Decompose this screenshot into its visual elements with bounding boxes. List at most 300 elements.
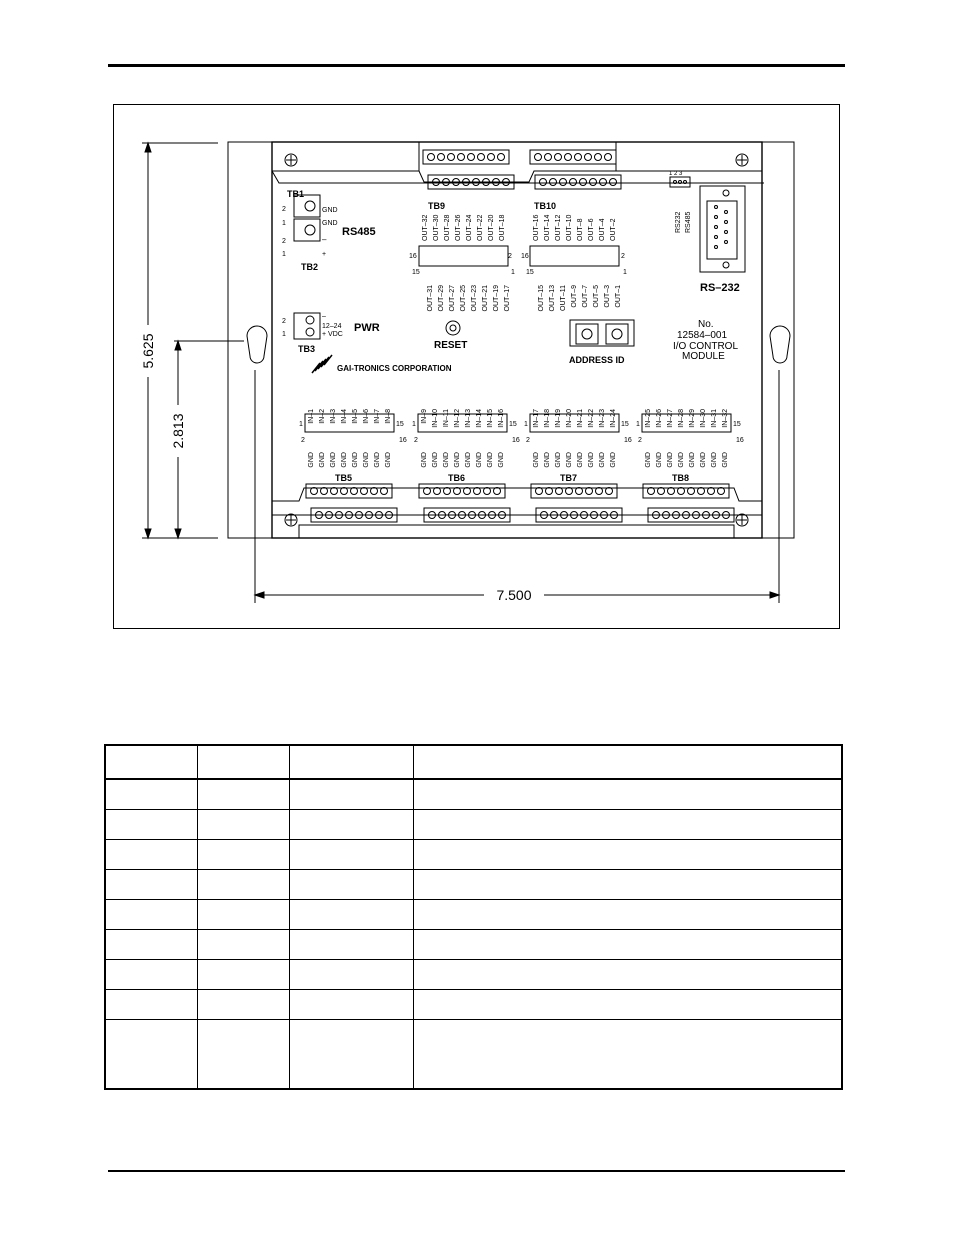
table-cell bbox=[105, 1020, 197, 1090]
tb7-top-terminal-screw-6 bbox=[596, 488, 603, 495]
tb8-pin2: 2 bbox=[638, 437, 642, 444]
table-cell bbox=[413, 960, 842, 990]
module-dimension-drawing bbox=[113, 104, 840, 629]
tb5-top-terminal-screw-7 bbox=[381, 488, 388, 495]
tb10-terminal-screw-5 bbox=[590, 179, 597, 186]
tb7-in-label-6: IN–23 bbox=[599, 409, 606, 428]
pwr-label: PWR bbox=[354, 322, 380, 334]
tb8-in-label-1: IN–26 bbox=[656, 409, 663, 428]
table-row bbox=[105, 960, 842, 990]
tb5-top-terminal-screw-0 bbox=[311, 488, 318, 495]
tb8-in-label-2: IN–27 bbox=[667, 409, 674, 428]
tb6-gnd-6: GND bbox=[487, 452, 494, 468]
db9-pin-a2 bbox=[715, 226, 718, 229]
tb7-gnd-4: GND bbox=[577, 452, 584, 468]
tb10-bot-label-4: OUT–7 bbox=[582, 285, 589, 308]
tb10-bot-label-1: OUT–13 bbox=[549, 285, 556, 312]
tb8-top-terminal-screw-4 bbox=[688, 488, 695, 495]
tb9-top-label-0: OUT–32 bbox=[422, 214, 429, 241]
table-cell bbox=[105, 779, 197, 810]
db9-screw-top bbox=[723, 190, 729, 196]
tb8-top-terminal bbox=[643, 484, 729, 498]
tb6-gnd-7: GND bbox=[498, 452, 505, 468]
tb9-pin15: 15 bbox=[412, 269, 420, 276]
tb7-top-terminal-screw-1 bbox=[546, 488, 553, 495]
tb7-gnd-7: GND bbox=[610, 452, 617, 468]
tb9-bot-label-7: OUT–17 bbox=[504, 285, 511, 312]
tb10-pin2: 2 bbox=[621, 253, 625, 260]
tb7-in-label-4: IN–21 bbox=[577, 409, 584, 428]
jumper-pin3 bbox=[684, 181, 687, 184]
tb6-top-terminal-screw-1 bbox=[434, 488, 441, 495]
tb1-gnd-b: GND bbox=[322, 220, 338, 227]
table-cell bbox=[289, 810, 413, 840]
tb10-bot-label-0: OUT–15 bbox=[538, 285, 545, 312]
footer-rule bbox=[108, 1170, 845, 1172]
tb7-gnd-2: GND bbox=[555, 452, 562, 468]
address-dial-1 bbox=[582, 329, 592, 339]
tb9-top-label-4: OUT–24 bbox=[466, 214, 473, 241]
tb9-bot-label-3: OUT–25 bbox=[460, 285, 467, 312]
table-cell bbox=[413, 745, 842, 779]
db9-pin-b2 bbox=[725, 231, 728, 234]
tb6-top-terminal-screw-6 bbox=[484, 488, 491, 495]
tb9-top-terminal-screw-5 bbox=[478, 154, 485, 161]
tb5-in-label-7: IN–8 bbox=[385, 409, 392, 424]
tb8-top-terminal-screw-1 bbox=[658, 488, 665, 495]
tb10-top-terminal-screw-5 bbox=[585, 154, 592, 161]
table-cell bbox=[105, 810, 197, 840]
rs485-label: RS485 bbox=[342, 226, 376, 238]
tb7-top-terminal-screw-2 bbox=[556, 488, 563, 495]
table-cell bbox=[197, 870, 289, 900]
tb6-top-terminal-screw-5 bbox=[474, 488, 481, 495]
tb10-pin1: 1 bbox=[623, 269, 627, 276]
tb9-top-label-5: OUT–22 bbox=[477, 214, 484, 241]
tb5-gnd-5: GND bbox=[363, 452, 370, 468]
model-line1: I/O CONTROL bbox=[673, 341, 739, 352]
tb7-pin16: 16 bbox=[624, 437, 632, 444]
table-cell bbox=[197, 810, 289, 840]
tb8-gnd-6: GND bbox=[711, 452, 718, 468]
tb10-terminal-screw-2 bbox=[560, 179, 567, 186]
table-cell bbox=[289, 990, 413, 1020]
tb7-label: TB7 bbox=[560, 473, 578, 483]
tb5-in-label-2: IN–3 bbox=[330, 409, 337, 424]
tb7-in-label-5: IN–22 bbox=[588, 409, 595, 428]
table-cell bbox=[197, 960, 289, 990]
table-cell bbox=[105, 960, 197, 990]
table-cell bbox=[413, 900, 842, 930]
tb10-terminal-screw-0 bbox=[540, 179, 547, 186]
table-cell bbox=[289, 779, 413, 810]
tb10-terminal-screw-1 bbox=[550, 179, 557, 186]
tb9-bot-label-6: OUT–19 bbox=[493, 285, 500, 312]
tb8-in-label-4: IN–29 bbox=[689, 409, 696, 428]
tb10-top-terminal-screw-0 bbox=[535, 154, 542, 161]
tb6-top-terminal-screw-0 bbox=[424, 488, 431, 495]
tb8-gnd-5: GND bbox=[700, 452, 707, 468]
tb9-top-terminal-screw-7 bbox=[498, 154, 505, 161]
tb6-top-terminal-screw-3 bbox=[454, 488, 461, 495]
tb10-top-terminal bbox=[530, 150, 616, 164]
tb10-terminal-screw-7 bbox=[610, 179, 617, 186]
tb6-in-label-7: IN–16 bbox=[498, 409, 505, 428]
tb9-pin16: 16 bbox=[409, 253, 417, 260]
db9-pin-b1 bbox=[725, 221, 728, 224]
tb7-pin1: 1 bbox=[524, 421, 528, 428]
table-cell bbox=[289, 900, 413, 930]
tb10-top-label-2: OUT–12 bbox=[555, 214, 562, 241]
jumper-pin2 bbox=[679, 181, 682, 184]
tb7-in-label-2: IN–19 bbox=[555, 409, 562, 428]
pwr-vdc-plus: + VDC bbox=[322, 331, 343, 338]
tb6-in-label-1: IN–10 bbox=[432, 409, 439, 428]
tb9-top-label-6: OUT–20 bbox=[488, 214, 495, 241]
tb6-gnd-5: GND bbox=[476, 452, 483, 468]
table-cell bbox=[413, 930, 842, 960]
tb8-top-terminal-screw-0 bbox=[648, 488, 655, 495]
tb6-top-terminal bbox=[419, 484, 505, 498]
tb6-pin2: 2 bbox=[414, 437, 418, 444]
tb5-pin15: 15 bbox=[396, 421, 404, 428]
tb10-bot-label-2: OUT–11 bbox=[560, 285, 567, 311]
tb3-pin2: 2 bbox=[282, 318, 286, 325]
tb5-top-terminal-screw-6 bbox=[371, 488, 378, 495]
model-number: 12584–001 bbox=[677, 330, 728, 341]
tb2-label: TB2 bbox=[301, 262, 319, 272]
tb8-top-terminal-screw-6 bbox=[708, 488, 715, 495]
table-cell bbox=[105, 990, 197, 1020]
tb5-in-label-0: IN–1 bbox=[308, 409, 315, 424]
tb8-in-label-7: IN–32 bbox=[722, 409, 729, 428]
tb5-top-terminal-screw-2 bbox=[331, 488, 338, 495]
table-cell bbox=[413, 990, 842, 1020]
tb2-pin1: 1 bbox=[282, 251, 286, 258]
tb6-pin16: 16 bbox=[512, 437, 520, 444]
db9-pin-a3 bbox=[715, 236, 718, 239]
tb7-gnd-0: GND bbox=[533, 452, 540, 468]
tb9-top-label-3: OUT–26 bbox=[455, 214, 462, 241]
tb8-gnd-1: GND bbox=[656, 452, 663, 468]
tb7-in-label-1: IN–18 bbox=[544, 409, 551, 428]
tb8-top-terminal-screw-7 bbox=[718, 488, 725, 495]
tb3-screw-a bbox=[306, 316, 314, 324]
table-row bbox=[105, 990, 842, 1020]
tb8-gnd-7: GND bbox=[722, 452, 729, 468]
tb7-top-terminal-screw-3 bbox=[566, 488, 573, 495]
tb10-bot-label-6: OUT–3 bbox=[604, 285, 611, 308]
db9-screw-bot bbox=[723, 262, 729, 268]
tb6-in-label-6: IN–15 bbox=[487, 409, 494, 428]
table-cell bbox=[413, 870, 842, 900]
tb8-in-label-0: IN–25 bbox=[645, 409, 652, 428]
pinout-table bbox=[104, 744, 843, 1090]
tb7-gnd-3: GND bbox=[566, 452, 573, 468]
jumper-rs485-label: RS485 bbox=[685, 211, 692, 233]
table-cell bbox=[197, 745, 289, 779]
tb10-header bbox=[530, 246, 619, 266]
tb8-pin16: 16 bbox=[736, 437, 744, 444]
dimension-width: 7.500 bbox=[496, 587, 532, 603]
tb5-top-terminal-screw-5 bbox=[361, 488, 368, 495]
tb10-top-terminal-screw-7 bbox=[605, 154, 612, 161]
tb9-top-terminal-screw-0 bbox=[428, 154, 435, 161]
tb10-bot-label-7: OUT–1 bbox=[615, 285, 622, 308]
table-cell bbox=[289, 1020, 413, 1090]
tb10-label: TB10 bbox=[534, 201, 557, 211]
model-no-label: No. bbox=[698, 319, 714, 330]
tb6-pin1: 1 bbox=[412, 421, 416, 428]
tb5-pin2: 2 bbox=[301, 437, 305, 444]
tb9-pin2: 2 bbox=[508, 253, 512, 260]
tb5-in-label-4: IN–5 bbox=[352, 409, 359, 424]
tb6-pin15: 15 bbox=[509, 421, 517, 428]
table-row bbox=[105, 900, 842, 930]
table-cell bbox=[289, 930, 413, 960]
tb5-pin1: 1 bbox=[299, 421, 303, 428]
tb9-header bbox=[419, 246, 508, 266]
header-rule bbox=[108, 64, 845, 67]
tb10-top-terminal-screw-6 bbox=[595, 154, 602, 161]
tb9-bot-label-0: OUT–31 bbox=[427, 285, 434, 312]
tb9-bot-label-4: OUT–23 bbox=[471, 285, 478, 312]
tb2-plus: + bbox=[322, 251, 327, 258]
tb6-top-terminal-screw-7 bbox=[494, 488, 501, 495]
table-row bbox=[105, 840, 842, 870]
tb5-gnd-3: GND bbox=[341, 452, 348, 468]
tb2-pin2: 2 bbox=[282, 238, 286, 245]
tb8-pin1: 1 bbox=[636, 421, 640, 428]
dimension-height-full: 5.625 bbox=[140, 333, 156, 369]
jumper-rs232-label: RS232 bbox=[675, 211, 682, 233]
tb5-in-label-1: IN–2 bbox=[319, 409, 326, 424]
table-cell bbox=[105, 900, 197, 930]
tb5-gnd-4: GND bbox=[352, 452, 359, 468]
tb8-in-label-3: IN–28 bbox=[678, 409, 685, 428]
tb10-top-label-5: OUT–6 bbox=[588, 218, 595, 241]
tb2-block bbox=[294, 219, 320, 241]
table-cell bbox=[197, 900, 289, 930]
table-cell bbox=[289, 870, 413, 900]
tb7-pin2: 2 bbox=[526, 437, 530, 444]
tb10-top-label-6: OUT–4 bbox=[599, 218, 606, 241]
tb7-gnd-5: GND bbox=[588, 452, 595, 468]
tb1-gnd-a: GND bbox=[322, 207, 338, 214]
address-id-label: ADDRESS ID bbox=[569, 355, 625, 365]
tb7-pin15: 15 bbox=[621, 421, 629, 428]
tb8-top-terminal-screw-2 bbox=[668, 488, 675, 495]
db9-pin-a0 bbox=[715, 206, 718, 209]
tb10-top-label-3: OUT–10 bbox=[566, 214, 573, 241]
tb2-screw-a bbox=[305, 225, 315, 235]
tb9-top-label-2: OUT–28 bbox=[444, 214, 451, 241]
jumper-pin1 bbox=[674, 181, 677, 184]
table-cell bbox=[413, 840, 842, 870]
table-cell bbox=[105, 745, 197, 779]
tb6-in-label-3: IN–12 bbox=[454, 409, 461, 428]
tb8-gnd-4: GND bbox=[689, 452, 696, 468]
tb6-top-terminal-screw-4 bbox=[464, 488, 471, 495]
db9-pin-b3 bbox=[725, 241, 728, 244]
tb7-top-terminal bbox=[531, 484, 617, 498]
drawing-canvas bbox=[114, 105, 841, 630]
reset-label: RESET bbox=[434, 340, 468, 351]
tb5-top-terminal bbox=[306, 484, 392, 498]
tb5-label: TB5 bbox=[335, 473, 353, 483]
rs232-label: RS–232 bbox=[700, 282, 740, 294]
tb5-pin16: 16 bbox=[399, 437, 407, 444]
table-cell bbox=[413, 779, 842, 810]
tb10-top-label-0: OUT–16 bbox=[533, 214, 540, 241]
tb10-pin15: 15 bbox=[526, 269, 534, 276]
tb10-terminal-screw-6 bbox=[600, 179, 607, 186]
table-row bbox=[105, 930, 842, 960]
table-cell bbox=[197, 930, 289, 960]
tb7-top-terminal-screw-5 bbox=[586, 488, 593, 495]
tb7-top-terminal-screw-7 bbox=[606, 488, 613, 495]
tb8-gnd-2: GND bbox=[667, 452, 674, 468]
tb9-top-label-7: OUT–18 bbox=[499, 214, 506, 241]
tb10-terminal-screw-4 bbox=[580, 179, 587, 186]
tb3-label: TB3 bbox=[298, 344, 316, 354]
table-row bbox=[105, 745, 842, 779]
tb9-top-label-1: OUT–30 bbox=[433, 214, 440, 241]
tb3-screw-b bbox=[306, 328, 314, 336]
tb8-pin15: 15 bbox=[733, 421, 741, 428]
tb3-pin1: 1 bbox=[282, 331, 286, 338]
table-cell bbox=[197, 1020, 289, 1090]
table-cell bbox=[289, 960, 413, 990]
table-cell bbox=[105, 930, 197, 960]
tb10-top-label-1: OUT–14 bbox=[544, 214, 551, 241]
tb10-pin16: 16 bbox=[521, 253, 529, 260]
table-row bbox=[105, 1020, 842, 1090]
tb7-in-label-0: IN–17 bbox=[533, 409, 540, 428]
tb10-top-label-4: OUT–8 bbox=[577, 218, 584, 241]
pwr-vdc: 12–24 bbox=[322, 323, 342, 330]
tb10-terminal bbox=[535, 175, 621, 189]
tb8-in-label-5: IN–30 bbox=[700, 409, 707, 428]
tb6-in-label-4: IN–13 bbox=[465, 409, 472, 428]
tb5-gnd-1: GND bbox=[319, 452, 326, 468]
tb6-gnd-0: GND bbox=[421, 452, 428, 468]
tb5-gnd-6: GND bbox=[374, 452, 381, 468]
tb7-in-label-7: IN–24 bbox=[610, 409, 617, 428]
table-cell bbox=[413, 810, 842, 840]
company-name: GAI-TRONICS CORPORATION bbox=[337, 364, 452, 373]
tb6-gnd-3: GND bbox=[454, 452, 461, 468]
reset-button-center bbox=[450, 325, 456, 331]
tb6-top-terminal-screw-2 bbox=[444, 488, 451, 495]
tb6-in-label-5: IN–14 bbox=[476, 409, 483, 428]
table-cell bbox=[105, 840, 197, 870]
db9-pin-a1 bbox=[715, 216, 718, 219]
tb7-gnd-6: GND bbox=[599, 452, 606, 468]
table-cell bbox=[289, 840, 413, 870]
tb6-gnd-4: GND bbox=[465, 452, 472, 468]
address-switch-2 bbox=[606, 324, 628, 344]
table-cell bbox=[197, 779, 289, 810]
db9-pin-a4 bbox=[715, 246, 718, 249]
tb8-top-terminal-screw-5 bbox=[698, 488, 705, 495]
left-keyhole bbox=[247, 326, 267, 363]
model-line2: MODULE bbox=[682, 351, 725, 362]
table-row bbox=[105, 870, 842, 900]
tb2-minus: – bbox=[322, 235, 327, 244]
tb5-gnd-7: GND bbox=[385, 452, 392, 468]
tb5-top-terminal-screw-3 bbox=[341, 488, 348, 495]
address-dial-2 bbox=[612, 329, 622, 339]
table-row bbox=[105, 779, 842, 810]
table-cell bbox=[289, 745, 413, 779]
db9-shell bbox=[707, 201, 737, 259]
tb9-bot-label-1: OUT–29 bbox=[438, 285, 445, 312]
tb8-gnd-3: GND bbox=[678, 452, 685, 468]
tb6-gnd-2: GND bbox=[443, 452, 450, 468]
tb7-top-terminal-screw-4 bbox=[576, 488, 583, 495]
tb5-top-terminal-screw-1 bbox=[321, 488, 328, 495]
tb10-top-terminal-screw-1 bbox=[545, 154, 552, 161]
tb10-bot-label-3: OUT–9 bbox=[571, 285, 578, 308]
tb5-gnd-2: GND bbox=[330, 452, 337, 468]
table-cell bbox=[197, 990, 289, 1020]
tb9-bot-label-5: OUT–21 bbox=[482, 285, 489, 312]
tb1-pin1: 1 bbox=[282, 220, 286, 227]
tb5-top-terminal-screw-4 bbox=[351, 488, 358, 495]
tb9-top-terminal bbox=[423, 150, 509, 164]
tb6-gnd-1: GND bbox=[432, 452, 439, 468]
tb10-bot-label-5: OUT–5 bbox=[593, 285, 600, 308]
table-cell bbox=[105, 870, 197, 900]
tb7-top-terminal-screw-0 bbox=[536, 488, 543, 495]
table-cell bbox=[197, 840, 289, 870]
tb1-pin2: 2 bbox=[282, 206, 286, 213]
right-keyhole bbox=[770, 326, 790, 363]
tb9-bot-label-2: OUT–27 bbox=[449, 285, 456, 312]
tb5-in-label-6: IN–7 bbox=[374, 409, 381, 424]
table-cell bbox=[413, 1020, 842, 1090]
tb5-gnd-0: GND bbox=[308, 452, 315, 468]
tb7-gnd-1: GND bbox=[544, 452, 551, 468]
tb7-in-label-3: IN–20 bbox=[566, 409, 573, 428]
tb5-in-label-3: IN–4 bbox=[341, 409, 348, 424]
tb1-label: TB1 bbox=[287, 189, 305, 199]
address-switch-1 bbox=[576, 324, 598, 344]
tb8-top-terminal-screw-3 bbox=[678, 488, 685, 495]
dimension-height-half: 2.813 bbox=[170, 413, 186, 449]
tb10-top-terminal-screw-3 bbox=[565, 154, 572, 161]
tb10-top-label-7: OUT–2 bbox=[610, 218, 617, 241]
tb10-top-terminal-screw-2 bbox=[555, 154, 562, 161]
tb8-gnd-0: GND bbox=[645, 452, 652, 468]
jumper-pin-numbers: 1 2 3 bbox=[669, 171, 683, 177]
tb9-top-terminal-screw-1 bbox=[438, 154, 445, 161]
tb10-top-terminal-screw-4 bbox=[575, 154, 582, 161]
db9-pin-b0 bbox=[725, 211, 728, 214]
table-row bbox=[105, 810, 842, 840]
tb1-screw-a bbox=[305, 201, 315, 211]
tb6-in-label-2: IN–11 bbox=[443, 409, 450, 428]
tb6-in-label-0: IN–9 bbox=[421, 409, 428, 424]
tb9-label: TB9 bbox=[428, 201, 446, 211]
tb8-in-label-6: IN–31 bbox=[711, 409, 718, 428]
tb6-label: TB6 bbox=[448, 473, 466, 483]
tb8-label: TB8 bbox=[672, 473, 690, 483]
tb9-top-terminal-screw-2 bbox=[448, 154, 455, 161]
tb9-top-terminal-screw-6 bbox=[488, 154, 495, 161]
tb9-top-terminal-screw-3 bbox=[458, 154, 465, 161]
